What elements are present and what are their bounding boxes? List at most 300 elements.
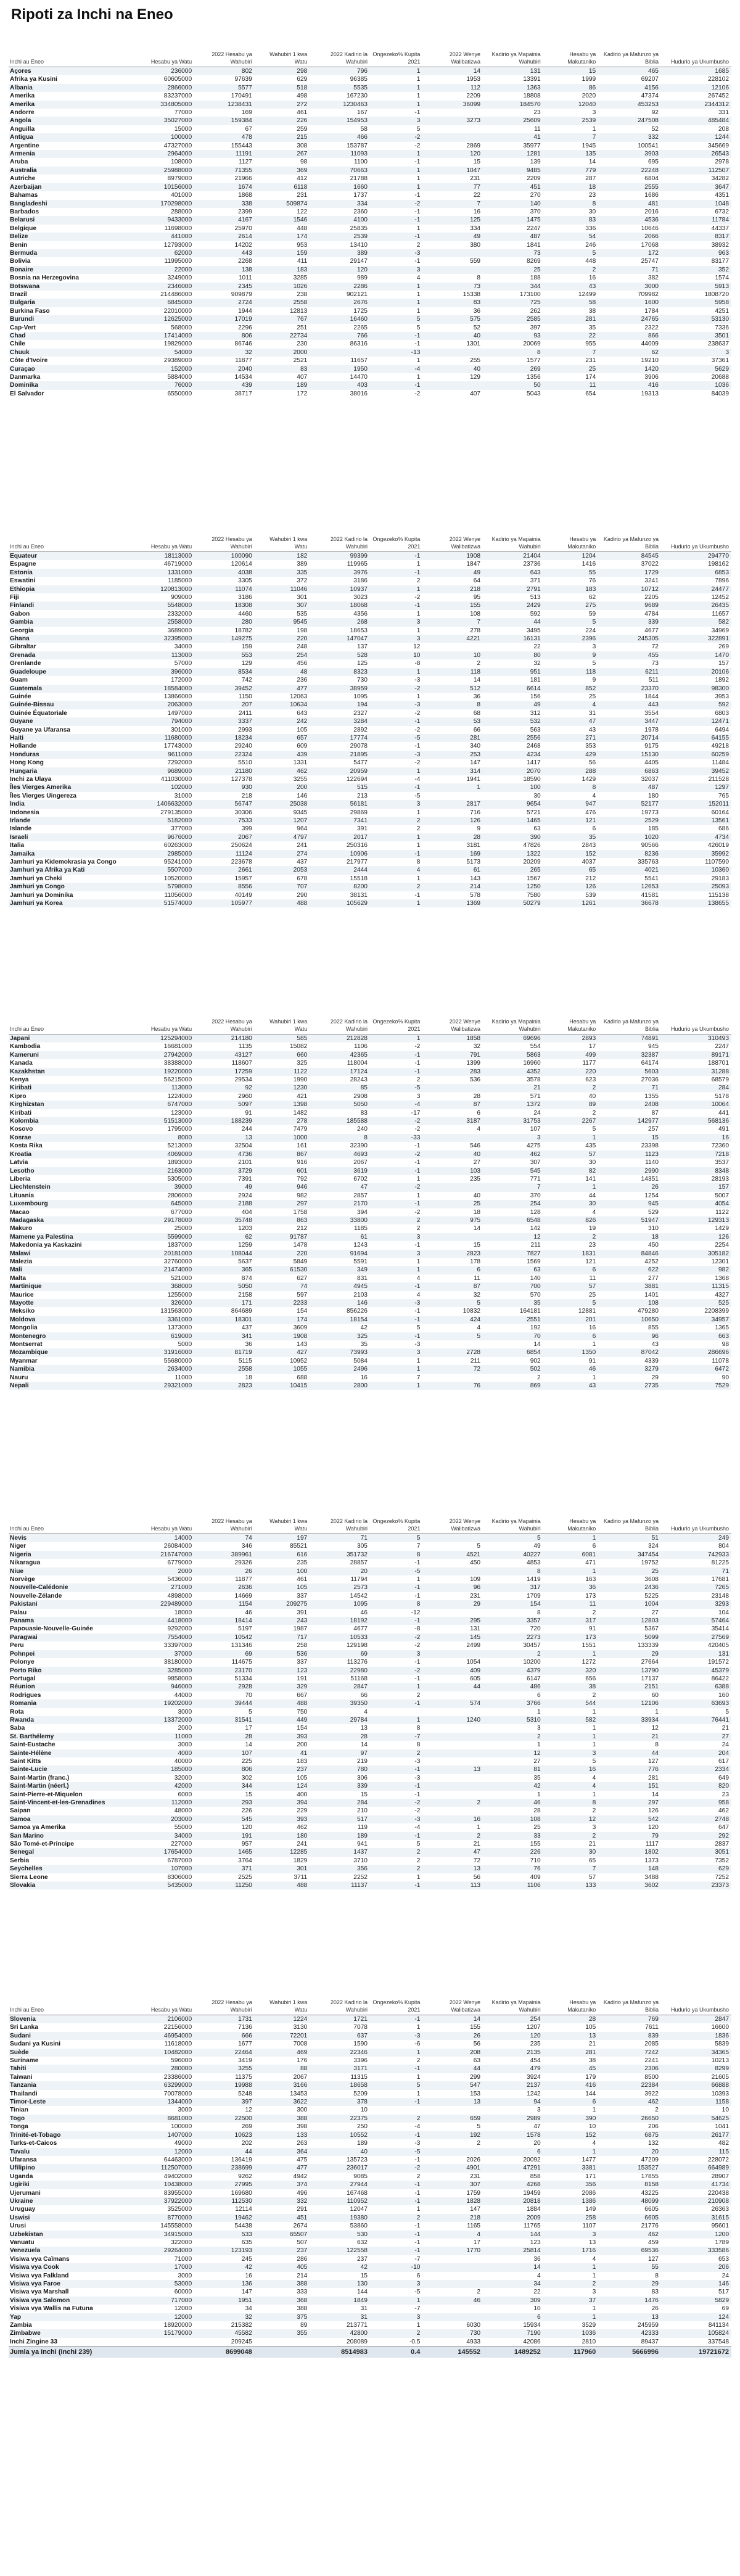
table-cell: 6605 [598, 2205, 661, 2213]
column-header: Inchi au Eneo [9, 1517, 134, 1534]
table-row [9, 560, 731, 568]
table-cell: 1478 [255, 1241, 310, 1249]
table-cell: 47209 [598, 2156, 661, 2164]
table-cell: 71 [310, 1534, 370, 1543]
table-cell: 85521 [255, 1542, 310, 1550]
table-cell: 1355 [598, 1092, 661, 1100]
table-cell: 1 [370, 2321, 422, 2329]
table-cell: 35 [483, 1299, 543, 1307]
country-name: Chuuk [9, 349, 134, 357]
table-cell: 3023 [310, 593, 370, 601]
country-name: Fiji [9, 593, 134, 601]
table-cell: 521000 [134, 1274, 194, 1282]
table-cell: 1356 [483, 373, 543, 381]
country-name: El Salvador [9, 390, 134, 398]
table-cell: 13 [422, 1865, 483, 1873]
table-cell: 3181 [422, 841, 483, 849]
table-cell: 29178000 [134, 1216, 194, 1224]
table-cell: 6 [422, 1266, 483, 1274]
table-cell: 136 [194, 2280, 255, 2288]
country-name: Zambia [9, 2321, 134, 2329]
table-cell: 532 [483, 717, 543, 725]
table-cell: -1 [370, 2239, 422, 2247]
table-cell: 12106 [661, 84, 731, 92]
header-row [9, 1517, 731, 1534]
table-cell: 5 [661, 1708, 731, 1716]
table-cell: 1465 [194, 1848, 255, 1856]
column-header: Ongezeko% Kupita 2021 [370, 1999, 422, 2015]
table-cell: 188701 [661, 1059, 731, 1067]
table-cell [422, 2313, 483, 2321]
table-cell: 51947 [598, 1216, 661, 1224]
table-cell: 19220000 [134, 1068, 194, 1076]
table-cell: 269 [483, 365, 543, 373]
table-cell: 3 [543, 1823, 599, 1831]
table-cell: 5213000 [134, 1142, 194, 1150]
table-cell: 3186 [194, 593, 255, 601]
table-row [9, 1641, 731, 1649]
table-cell: 238699 [194, 2164, 255, 2172]
table-cell: 6803 [661, 709, 731, 717]
table-cell: 34915000 [134, 2231, 194, 2239]
table-cell: 2468 [483, 742, 543, 750]
table-cell: 15518 [310, 875, 370, 883]
table-cell: 23373 [661, 1881, 731, 1889]
table-cell: 35027000 [134, 117, 194, 125]
country-name: Kambodia [9, 1042, 134, 1051]
table-cell: 10937 [310, 585, 370, 593]
table-cell: -2 [370, 726, 422, 734]
table-cell: 394 [255, 1799, 310, 1807]
table-cell: 154 [255, 1307, 310, 1315]
table-cell: 249 [661, 1534, 731, 1543]
table-row [9, 2329, 731, 2337]
country-name: Liechtenstein [9, 1183, 134, 1191]
country-name: Bahamas [9, 191, 134, 199]
table-cell: 4234 [483, 751, 543, 759]
table-cell: 254 [483, 1200, 543, 1208]
table-cell [422, 381, 483, 389]
country-name: Seychelles [9, 1865, 134, 1873]
table-cell: 462 [598, 2231, 661, 2239]
country-table [9, 51, 731, 398]
table-cell: 6 [483, 2313, 543, 2321]
table-cell: 126 [598, 1807, 661, 1815]
country-name: Kosrae [9, 1134, 134, 1142]
table-cell: 6081 [543, 1551, 599, 1559]
table-cell: -5 [370, 1084, 422, 1092]
table-row [9, 1117, 731, 1125]
table-cell: 574 [422, 1699, 483, 1707]
table-cell: -1 [370, 1592, 422, 1600]
table-cell: -1 [370, 783, 422, 791]
table-row [9, 2280, 731, 2288]
table-cell [310, 349, 370, 357]
table-cell: 15000 [134, 125, 194, 133]
table-cell: 212 [543, 875, 599, 883]
table-cell: 804 [661, 1542, 731, 1550]
table-cell [370, 1708, 422, 1716]
table-cell: 1419 [483, 1575, 543, 1583]
table-cell: 123000 [134, 1109, 194, 1117]
table-cell: 1 [370, 373, 422, 381]
table-cell: -2 [370, 1208, 422, 1216]
table-cell: 286696 [661, 1348, 731, 1356]
table-cell: 29147 [310, 257, 370, 265]
table-cell: 3396 [310, 2057, 370, 2065]
table-cell: 152 [543, 850, 599, 858]
table-cell: 2322 [598, 324, 661, 332]
table-cell: 21 [543, 1840, 599, 1848]
table-cell: 122694 [310, 775, 370, 783]
table-cell: 12813 [255, 307, 310, 315]
table-cell: 571 [483, 1092, 543, 1100]
table-cell: 118607 [194, 1059, 255, 1067]
country-name: Amerika [9, 101, 134, 109]
table-cell: 13 [194, 1134, 255, 1142]
header-row [9, 535, 731, 552]
table-cell: 84846 [598, 1250, 661, 1258]
table-cell: 389 [310, 249, 370, 257]
table-cell: 172000 [134, 676, 194, 684]
table-cell: 8306000 [134, 1873, 194, 1881]
table-cell: 11657 [310, 357, 370, 365]
table-cell: 326000 [134, 1299, 194, 1307]
country-name: Saba [9, 1724, 134, 1732]
country-name: Kosovo [9, 1125, 134, 1133]
table-cell: 3249000 [134, 274, 194, 282]
table-cell: 945 [598, 1200, 661, 1208]
table-cell: 28 [422, 1092, 483, 1100]
table-cell: 30 [543, 1848, 599, 1856]
table-cell: 462 [598, 2098, 661, 2106]
table-cell: 7078 [310, 2023, 370, 2031]
table-cell: 1497000 [134, 709, 194, 717]
table-cell: 57000 [134, 659, 194, 667]
table-cell: 298 [255, 67, 310, 76]
table-cell: 105 [255, 1583, 310, 1591]
table-cell: 12 [598, 1724, 661, 1732]
table-cell: 60605000 [134, 75, 194, 83]
table-cell: -1 [370, 1068, 422, 1076]
table-cell: 1 [370, 560, 422, 568]
table-cell: 1095 [310, 1600, 370, 1608]
table-cell: 18068 [310, 601, 370, 609]
table-cell: 124 [255, 1782, 310, 1790]
table-row [9, 1782, 731, 1790]
table-cell: 137 [310, 643, 370, 651]
table-cell: 107 [194, 1749, 255, 1757]
table-cell: 38388000 [134, 1059, 194, 1067]
table-cell: 213771 [310, 2321, 370, 2329]
table-cell: 1416 [543, 560, 599, 568]
table-cell: 119 [310, 1823, 370, 1831]
table-row [9, 2222, 731, 2230]
table-cell: 19 [543, 1224, 599, 1232]
table-cell: 21 [598, 1733, 661, 1741]
table-cell: 3710 [310, 1857, 370, 1865]
table-cell: 3554 [598, 709, 661, 717]
table-cell: 10 [483, 2305, 543, 2313]
table-cell: 16 [543, 1765, 599, 1773]
table-cell: 72201 [255, 2032, 310, 2040]
table-cell: 61 [310, 1233, 370, 1241]
table-cell [422, 1749, 483, 1757]
table-cell: 1 [543, 1134, 599, 1142]
table-cell: 553 [194, 651, 255, 659]
table-row [9, 569, 731, 577]
table-cell: 198162 [661, 560, 731, 568]
table-cell: 70078000 [134, 2090, 194, 2098]
table-cell: 143 [422, 875, 483, 883]
table-cell: 307 [422, 2181, 483, 2189]
table-cell: 1 [422, 783, 483, 791]
table-cell: 155 [422, 601, 483, 609]
table-cell: 42800 [310, 2329, 370, 2337]
table-cell: 459 [598, 2239, 661, 2247]
country-name: Zimbabwe [9, 2329, 134, 2337]
table-cell: 3 [661, 349, 731, 357]
table-cell: 8500 [598, 2073, 661, 2081]
table-cell: 3130 [255, 2023, 310, 2031]
table-cell: 48099 [598, 2197, 661, 2205]
table-cell: 87 [422, 1100, 483, 1108]
table-cell: 400 [255, 1791, 310, 1799]
table-row [9, 1609, 731, 1617]
table-cell: 3609 [255, 1324, 310, 1332]
table-cell: 8000 [134, 1134, 194, 1142]
table-cell: 3000 [134, 1708, 194, 1716]
table-cell: 3488 [598, 1873, 661, 1881]
table-cell: 131 [422, 1625, 483, 1633]
table-cell: 3711 [255, 1873, 310, 1881]
table-row [9, 340, 731, 348]
table-cell: 191 [255, 1675, 310, 1683]
table-row [9, 266, 731, 274]
table-cell [422, 1609, 483, 1617]
table-cell: 1 [370, 2073, 422, 2081]
table-cell: 14534 [194, 373, 255, 381]
table-cell: 3766 [483, 1699, 543, 1707]
table-cell: 5884000 [134, 373, 194, 381]
table-cell: 10482000 [134, 2049, 194, 2057]
table-cell: 5958 [661, 299, 731, 307]
table-cell: 1 [543, 2148, 599, 2156]
table-cell: 35414 [661, 1625, 731, 1633]
country-name: Açores [9, 67, 134, 76]
table-cell: 8 [422, 701, 483, 709]
table-cell: 1 [370, 167, 422, 175]
table-cell: 126 [543, 883, 599, 891]
table-cell: 7611 [598, 2023, 661, 2031]
table-cell: 2346000 [134, 283, 194, 291]
table-cell: 174 [543, 373, 599, 381]
table-row [9, 1374, 731, 1382]
table-cell: 2817 [422, 800, 483, 808]
table-cell: 83177 [661, 257, 731, 265]
table-cell: 27 [598, 1609, 661, 1617]
table-cell: 475 [255, 2156, 310, 2164]
table-cell: 7827 [483, 1250, 543, 1258]
table-cell: 1 [370, 299, 422, 307]
table-cell: 989 [310, 274, 370, 282]
table-cell: 206 [661, 2263, 731, 2271]
table-cell: 4736 [194, 1150, 255, 1158]
table-cell [422, 2263, 483, 2271]
table-cell: 42086 [483, 2338, 543, 2347]
table-cell: 20959 [310, 767, 370, 775]
table-row [9, 651, 731, 659]
table-cell: 62 [543, 593, 599, 601]
table-cell: 26 [598, 1183, 661, 1191]
table-cell: 486 [483, 1683, 543, 1691]
table-cell: 19462 [194, 2214, 255, 2222]
country-name: Mali [9, 1266, 134, 1274]
table-row [9, 1691, 731, 1699]
table-cell: 450 [598, 1241, 661, 1249]
table-cell: 1365 [661, 1324, 731, 1332]
table-row [9, 1683, 731, 1691]
table-cell: 167 [310, 109, 370, 117]
table-cell: 49 [483, 1542, 543, 1550]
table-cell: 462 [255, 767, 310, 775]
table-cell: 224 [543, 627, 599, 635]
table-cell: 2 [422, 2288, 483, 2296]
table-cell: 100 [483, 783, 543, 791]
table-cell: 225 [194, 1757, 255, 1765]
table-cell: 462 [483, 1150, 543, 1158]
table-cell: 140 [483, 200, 543, 208]
table-row [9, 1076, 731, 1084]
table-cell: 67 [194, 125, 255, 133]
table-cell: 231 [255, 191, 310, 199]
table-cell: 1386 [543, 2197, 599, 2205]
table-cell: 60263000 [134, 841, 194, 849]
table-row [9, 635, 731, 643]
table-cell: 3357 [483, 1617, 543, 1625]
table-row [9, 899, 731, 907]
table-cell: 21474000 [134, 1266, 194, 1274]
table-cell: 20 [483, 2139, 543, 2147]
table-cell: 397 [483, 324, 543, 332]
country-name: Bulgaria [9, 299, 134, 307]
table-cell: 4 [543, 1774, 599, 1782]
table-cell: 1 [370, 92, 422, 100]
table-cell: 76 [543, 577, 599, 585]
table-cell: 25 [483, 1823, 543, 1831]
table-cell: 371 [194, 1865, 255, 1873]
table-cell: 219 [310, 1757, 370, 1765]
table-cell: 258 [543, 2214, 599, 2222]
table-cell: 1272 [543, 1658, 599, 1666]
table-cell: 5 [370, 1324, 422, 1332]
table-cell: 13410 [310, 241, 370, 249]
table-cell: 332 [598, 133, 661, 141]
table-cell: 19829000 [134, 340, 194, 348]
table-cell: 18234 [194, 734, 255, 742]
table-cell: 161 [255, 1142, 310, 1150]
table-cell: -3 [370, 1774, 422, 1782]
table-cell: 25 [543, 1291, 599, 1299]
table-cell [422, 266, 483, 274]
table-cell: 226 [483, 1848, 543, 1856]
table-row [9, 1348, 731, 1356]
table-cell: 409 [483, 1873, 543, 1881]
table-cell: 441 [661, 1109, 731, 1117]
table-cell: 92 [194, 1084, 255, 1092]
table-cell: 2 [543, 1807, 599, 1815]
table-cell: 69 [310, 1650, 370, 1658]
table-row [9, 1873, 731, 1881]
table-cell: 478 [194, 133, 255, 141]
country-name: Irlande [9, 817, 134, 825]
table-cell: 65507 [255, 2231, 310, 2239]
table-cell: 477 [255, 2164, 310, 2172]
table-cell: 957 [194, 1840, 255, 1848]
table-cell: 235 [255, 1559, 310, 1567]
table-cell: 1578 [483, 2131, 543, 2139]
table-cell: -1 [370, 332, 422, 340]
table-cell: 39452 [194, 685, 255, 693]
table-cell: 5367 [598, 1625, 661, 1633]
table-cell: 2585 [483, 315, 543, 323]
table-cell: 5 [422, 1542, 483, 1550]
table-cell: 2 [422, 1832, 483, 1840]
table-cell: 5577 [194, 84, 255, 92]
table-cell: 23 [483, 109, 543, 117]
table-cell: 277 [598, 1274, 661, 1282]
table-cell: 91787 [255, 1233, 310, 1241]
table-row [9, 158, 731, 166]
table-cell: 441000 [134, 233, 194, 241]
table-cell: 2254 [661, 1241, 731, 1249]
table-cell: 2009 [483, 2214, 543, 2222]
table-cell: 12653 [598, 883, 661, 891]
table-cell: 864689 [194, 1307, 255, 1315]
table-cell: 267 [255, 150, 310, 158]
table-cell: 18301 [194, 1316, 255, 1324]
column-header: Hesabu ya Watu [134, 1999, 194, 2015]
country-name: Espagne [9, 560, 134, 568]
table-cell: 3000 [134, 2272, 194, 2280]
country-table [9, 1018, 731, 1390]
table-cell: 396000 [134, 668, 194, 676]
table-cell: 1106 [483, 1881, 543, 1889]
table-cell: 231 [422, 175, 483, 183]
table-cell: 4379 [483, 1667, 543, 1675]
table-cell: 1 [483, 1708, 543, 1716]
table-cell: 2555 [598, 183, 661, 191]
table-cell: 9292000 [134, 1625, 194, 1633]
table-cell: 127 [598, 2255, 661, 2263]
table-cell: -2 [370, 1799, 422, 1807]
table-cell: 8 [370, 858, 422, 866]
table-cell: 89 [255, 2321, 310, 2329]
table-cell: -5 [370, 792, 422, 800]
table-row [9, 792, 731, 800]
table-row [9, 1600, 731, 1608]
table-cell: 1 [370, 899, 422, 907]
table-cell: 309 [483, 2297, 543, 2305]
table-row [9, 2338, 731, 2347]
table-cell: 1 [543, 1791, 599, 1799]
table-cell: 169 [194, 109, 255, 117]
table-cell: 1685 [661, 67, 731, 76]
table-cell [422, 2148, 483, 2156]
country-name: Estonia [9, 569, 134, 577]
table-cell: 2085 [598, 2040, 661, 2048]
table-cell: 5310 [483, 1716, 543, 1724]
